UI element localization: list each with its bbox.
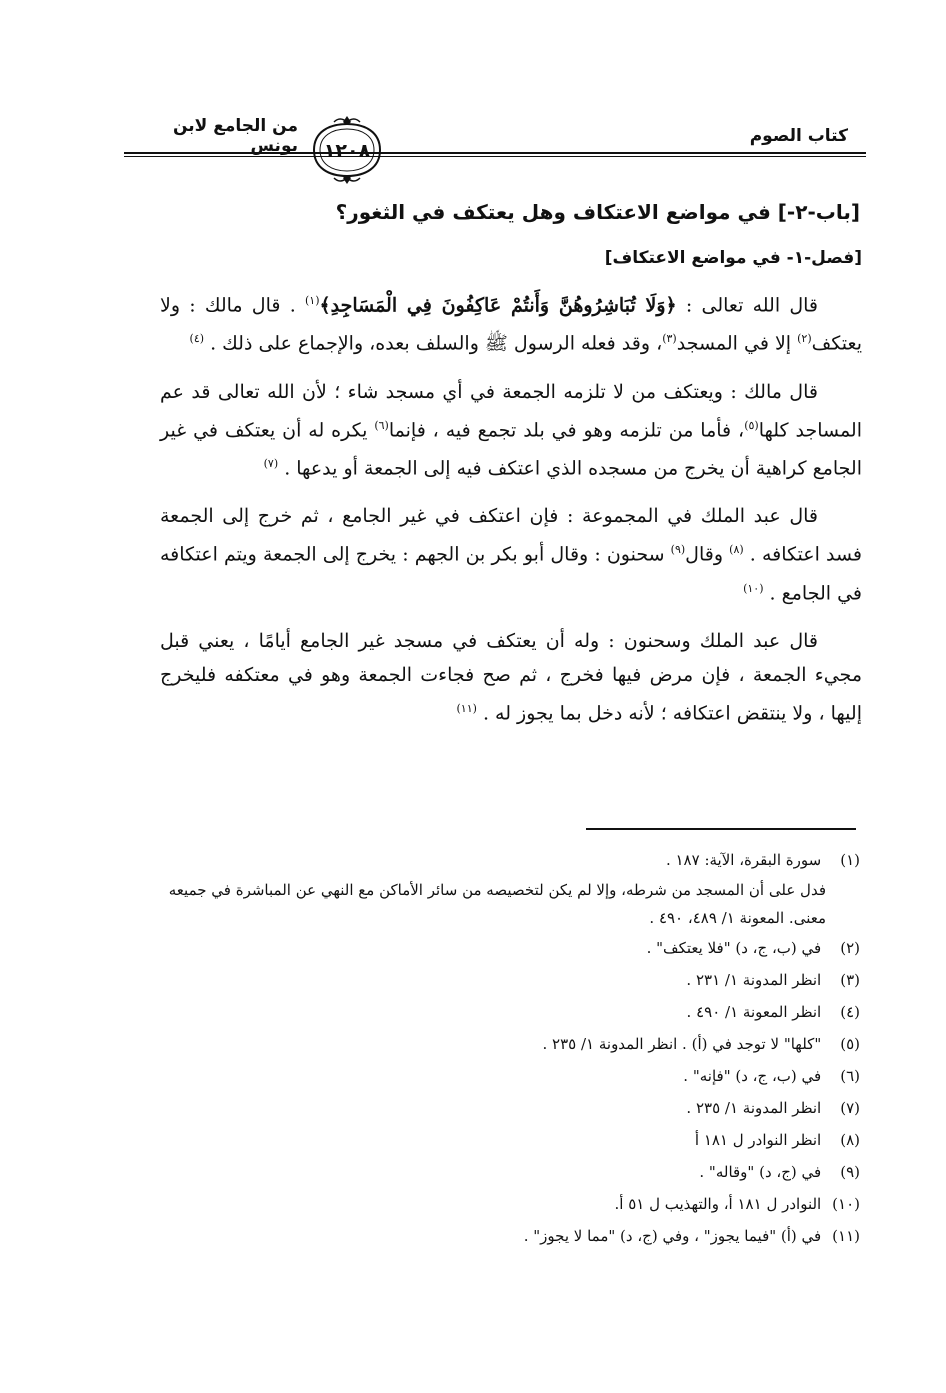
footnote-ref: (٤) bbox=[189, 332, 205, 346]
footnote-number: (١٠) bbox=[832, 1195, 860, 1213]
footnote-number: (٩) bbox=[840, 1163, 860, 1181]
paragraph-3 bbox=[160, 499, 862, 610]
footnote bbox=[160, 1188, 860, 1220]
footnote-number: (٥) bbox=[840, 1035, 860, 1053]
footnote-ref: (٩) bbox=[670, 543, 686, 557]
footnote-text: النوادر ل ١٨١ أ، والتهذيب ل ٥١ أ. bbox=[614, 1195, 822, 1213]
text-span: ، وقد فعله الرسول ﷺ والسلف بعده، والإجماع على ذلك . bbox=[210, 332, 663, 355]
footnotes bbox=[160, 844, 860, 1252]
footnote-text: انظر المدونة ١/ ٢٣١ . bbox=[686, 971, 822, 989]
footnote bbox=[160, 996, 860, 1028]
footnote-ref: (١١) bbox=[456, 701, 477, 715]
footnote bbox=[160, 1156, 860, 1188]
paragraph-1 bbox=[160, 284, 862, 361]
text-span: إلا في المسجد bbox=[676, 332, 792, 355]
footnote-number: (١١) bbox=[832, 1227, 860, 1245]
footnote-number: (٤) bbox=[840, 1003, 860, 1021]
footnote-ref: (١٠) bbox=[743, 581, 764, 595]
text-span: يكره له أن يعتكف في غير الجامع كراهية أن يخرج من مسجده الذي اعتكف فيه إلى الجمعة أو يدعها . bbox=[160, 418, 862, 480]
footnote bbox=[160, 1220, 860, 1252]
main-text bbox=[160, 284, 862, 744]
footnote bbox=[160, 1124, 860, 1156]
footnote-text: سورة البقرة، الآية: ١٨٧ . bbox=[665, 851, 822, 869]
footnote-text: انظر المدونة ١/ ٢٣٥ . bbox=[686, 1099, 822, 1117]
footnote-text: انظر المعونة ١/ ٤٩٠ . bbox=[686, 1003, 822, 1021]
footnote-ref: (٥) bbox=[744, 418, 759, 432]
chapter-title: [باب-٢-] في مواضع الاعتكاف وهل يعتكف في الثغور؟ bbox=[335, 200, 860, 224]
header-rule bbox=[124, 152, 866, 157]
footnote-number: (٧) bbox=[840, 1099, 860, 1117]
page-number: ١٢٠٨ bbox=[323, 140, 371, 162]
footnote-ref: (٣) bbox=[662, 332, 677, 346]
footnote-separator bbox=[586, 828, 856, 830]
footnote-text: في (أ) "فيما يجوز" ، وفي (ج، د) "مما لا يجوز" . bbox=[523, 1227, 822, 1245]
text-span: قال عبد الملك في المجموعة : فإن اعتكف في غير الجامع ، ثم خرج إلى الجمعة فسد اعتكافه . bbox=[160, 505, 862, 566]
footnote-text: في (ج، د) "وقاله" . bbox=[699, 1163, 822, 1181]
footnote bbox=[160, 932, 860, 964]
footnote-text: انظر النوادر ل ١٨١ أ bbox=[694, 1131, 822, 1149]
footnote-ref: (١) bbox=[304, 294, 320, 307]
footnote-number: (١) bbox=[840, 851, 860, 869]
text-span: قال الله تعالى : bbox=[685, 294, 819, 317]
footnote-text: في (ب، ج، د) "فإنه" . bbox=[683, 1067, 822, 1085]
footnote bbox=[160, 964, 860, 996]
footnote bbox=[160, 844, 860, 876]
text-span: وقال bbox=[685, 543, 724, 566]
paragraph-2 bbox=[160, 375, 862, 486]
text-span: قال مالك : ويعتكف من لا تلزمه الجمعة في أي مسجد شاء ؛ لأن الله تعالى قد عم المساجد كلها bbox=[160, 380, 863, 441]
text-span: . قال مالك : ولا يعتكف bbox=[160, 294, 862, 355]
footnote-ref: (٦) bbox=[374, 418, 389, 432]
footnote bbox=[160, 1092, 860, 1124]
footnote-number: (٦) bbox=[840, 1067, 860, 1085]
footnote-number: (٣) bbox=[840, 971, 860, 989]
footnote-ref: (٢) bbox=[797, 332, 812, 346]
running-header-source-title: من الجامع لابن يونس bbox=[173, 116, 298, 156]
running-header-book-title: كتاب الصوم bbox=[749, 126, 848, 146]
paragraph-4 bbox=[160, 624, 862, 730]
footnote bbox=[160, 1028, 860, 1060]
text-span: ، فأما من تلزمه وهو في بلد تجمع فيه ، فإنما bbox=[388, 418, 745, 441]
footnote-number: (٨) bbox=[840, 1131, 860, 1149]
footnote-text: "كلها" لا توجد في (أ) . انظر المدونة ١/ ٢٣٥ . bbox=[542, 1035, 822, 1053]
quran-verse: ﴿وَلَا تُبَاشِرُوهُنَّ وَأَنتُمْ عَاكِفُونَ فِي الْمَسَاجِدِ﴾ bbox=[319, 294, 677, 317]
footnote-ref: (٧) bbox=[263, 456, 279, 470]
footnote-continuation: فدل على أن المسجد من شرطه، وإلا لم يكن لتخصيصه من سائر الأماكن مع النهي عن المباشرة في جميعه معنى. المعونة ١/ ٤٨٩، ٤٩٠ . bbox=[168, 881, 826, 927]
footnote-number: (٢) bbox=[840, 939, 860, 957]
text-span: سحنون : وقال أبو بكر بن الجهم : يخرج إلى الجمعة ويتم اعتكافه في الجامع . bbox=[160, 543, 862, 604]
footnote-text: في (ب، ج، د) "فلا يعتكف" . bbox=[646, 939, 822, 957]
section-title: [فصل-١- في مواضع الاعتكاف] bbox=[604, 248, 862, 268]
footnote bbox=[160, 1060, 860, 1092]
footnote-ref: (٨) bbox=[729, 543, 744, 557]
text-span: قال عبد الملك وسحنون : وله أن يعتكف في مسجد غير الجامع أيامًا ، يعني قبل مجيء الجمعة ، فإن مرض فيها فخرج ، ثم صح فجاءت الجمعة وهو في معتكفه فليخرج إليها ، ولا ينتقض اعتكافه ؛ لأنه دخل بما يجوز له . bbox=[160, 629, 862, 725]
